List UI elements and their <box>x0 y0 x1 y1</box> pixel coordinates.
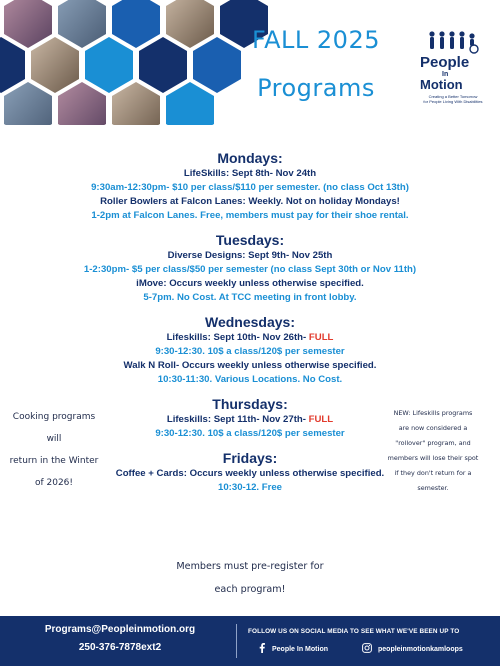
heading-tuesdays: Tuesdays: <box>215 232 285 248</box>
full-badge: FULL <box>308 414 334 425</box>
wednesdays-line-1: Lifeskills: Sept 10th- Nov 26th- FULL <box>166 332 334 343</box>
facebook-link[interactable]: People In Motion <box>258 643 328 655</box>
logo-word-motion: Motion <box>420 77 463 92</box>
hex-tile <box>139 37 187 93</box>
hex-tile <box>166 82 214 125</box>
mondays-line-2: 9:30am-12:30pm- $10 per class/$110 per semester. (no class Oct 13th) <box>91 182 409 193</box>
photo-participant-5 <box>58 82 106 125</box>
contact-email-link[interactable]: Programs@Peopleinmotion.org <box>44 624 196 635</box>
tuesdays-line-3: iMove: Occurs weekly unless otherwise specified. <box>136 278 364 289</box>
photo-collage <box>0 0 290 125</box>
logo-tagline: Creating a Better Tomorrow for People Living With Disabilities <box>423 94 483 104</box>
hex-tile <box>112 0 160 48</box>
thursdays-line-2: 9:30-12:30. 10$ a class/120$ per semester <box>155 428 345 439</box>
photo-participant-3 <box>31 37 79 93</box>
heading-thursdays: Thursdays: <box>212 396 288 412</box>
heading-fridays: Fridays: <box>222 450 278 466</box>
logo-word-people: People <box>420 54 470 71</box>
wednesdays-line-4: 10:30-11:30. Various Locations. No Cost. <box>157 374 343 385</box>
wednesdays-line-3: Walk N Roll- Occurs weekly unless otherwise specified. <box>123 360 377 371</box>
thursdays-line-1: Lifeskills: Sept 11th- Nov 27th- FULL <box>166 414 334 425</box>
tuesdays-line-4: 5-7pm. No Cost. At TCC meeting in front lobby. <box>143 292 357 303</box>
photo-participant-2 <box>166 0 214 48</box>
tuesdays-line-2: 1-2:30pm- $5 per class/$50 per semester (no class Sept 30th or Nov 11th) <box>83 264 417 275</box>
mondays-line-1: LifeSkills: Sept 8th- Nov 24th <box>183 168 317 179</box>
page-title-programs: Programs <box>257 74 375 102</box>
photo-participants-group <box>58 0 106 48</box>
people-figures-icon <box>412 30 494 54</box>
social-follow-text: FOLLOW US ON SOCIAL MEDIA TO SEE WHAT WE'VE BEEN UP TO <box>248 628 460 635</box>
photo-participant-6 <box>112 82 160 125</box>
facebook-icon <box>258 643 266 655</box>
lifeskills-rollover-note: NEW: Lifeskills programs are now considered a "rollover" program, and members will lose their spot if they don't return for a semester. <box>387 409 479 492</box>
instagram-link[interactable]: peopleinmotionkamloops <box>362 643 463 655</box>
photo-participant-4 <box>4 82 52 125</box>
instagram-icon <box>362 643 372 655</box>
tuesdays-line-1: Diverse Designs: Sept 9th- Nov 25th <box>167 250 333 261</box>
full-badge: FULL <box>308 332 334 343</box>
heading-mondays: Mondays: <box>217 150 283 166</box>
people-in-motion-logo <box>412 30 494 104</box>
logo-word-in: In <box>442 71 449 78</box>
page-title-season: FALL 2025 <box>252 26 380 54</box>
mondays-line-3: Roller Bowlers at Falcon Lanes: Weekly. Not on holiday Mondays! <box>100 196 400 207</box>
wednesdays-line-2: 9:30-12:30. 10$ a class/120$ per semester <box>155 346 345 357</box>
preregister-note: Members must pre-register for each program! <box>176 561 324 595</box>
fridays-line-1: Coffee + Cards: Occurs weekly unless otherwise specified. <box>115 468 385 479</box>
cooking-note: Cooking programs will return in the Winter of 2026! <box>9 412 99 488</box>
heading-wednesdays: Wednesdays: <box>205 314 295 330</box>
hex-tile <box>0 37 25 93</box>
photo-participant-1 <box>4 0 52 48</box>
hex-tile <box>85 37 133 93</box>
fridays-line-2: 10:30-12. Free <box>218 482 282 493</box>
footer-bar <box>0 616 500 666</box>
contact-phone[interactable]: 250-376-7878ext2 <box>78 642 162 653</box>
mondays-line-4: 1-2pm at Falcon Lanes. Free, members must pay for their shoe rental. <box>91 210 409 221</box>
footer-divider <box>236 624 237 658</box>
